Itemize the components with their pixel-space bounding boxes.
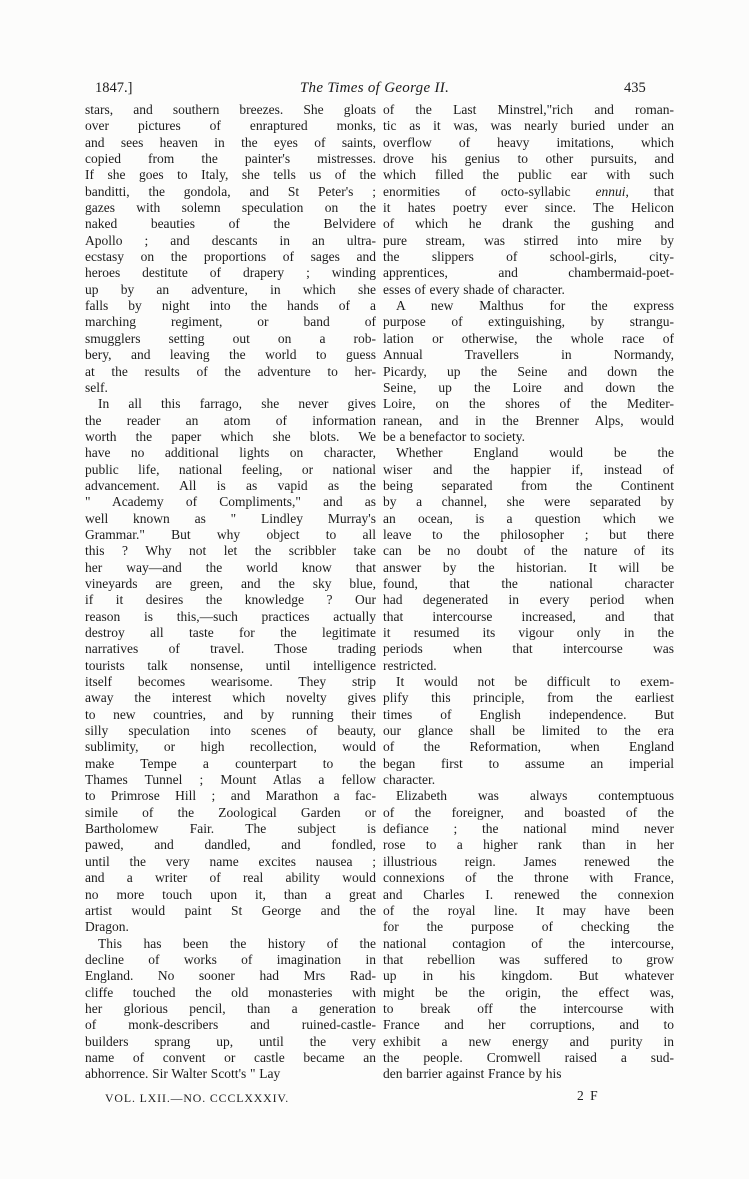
text-line: over pictures of enraptured monks,	[85, 118, 376, 134]
text-line: advancement. All is as vapid as the	[85, 477, 376, 493]
text-line: heroes destitute of drapery ; winding	[85, 265, 376, 281]
text-line: naked beauties of the Belvidere	[85, 216, 376, 232]
text-line: Bartholomew Fair. The subject is	[85, 821, 376, 837]
left-column	[85, 102, 376, 1083]
text-line: enormities of octo-syllabic ennui, that	[383, 183, 674, 199]
page-number: 435	[624, 80, 646, 96]
text-line: Apollo ; and descants in an ultra-	[85, 232, 376, 248]
text-line: up in his kingdom. But whatever	[383, 968, 674, 984]
text-line: our glance shall be limited to the era	[383, 723, 674, 739]
text-line: until the very name excites nausea ;	[85, 853, 376, 869]
text-line: began first to assume an imperial	[383, 755, 674, 771]
text-line: exhibit a new energy and purity in	[383, 1033, 674, 1049]
text-line: pure stream, was stirred into mire by	[383, 232, 674, 248]
text-line: have no additional lights on character,	[85, 445, 376, 461]
text-line: and a writer of real ability would	[85, 870, 376, 886]
text-line: away the interest which novelty gives	[85, 690, 376, 706]
text-line: the slippers of school-girls, city-	[383, 249, 674, 265]
text-line: silly speculation into scenes of beauty,	[85, 723, 376, 739]
text-line: rose to a higher rank than in her	[383, 837, 674, 853]
text-line: restricted.	[383, 657, 437, 673]
text-line: worth the paper which she blots. We	[85, 428, 376, 444]
text-line: plify this principle, from the earliest	[383, 690, 674, 706]
volume-number: VOL. LXII.—NO. CCCLXXXIV.	[105, 1091, 290, 1105]
text-line: esses of every shade of character.	[383, 281, 565, 297]
text-line: Annual Travellers in Normandy,	[383, 347, 674, 363]
text-line: Loire, on the shores of the Mediter-	[383, 396, 674, 412]
text-line: smugglers setting out on a rob-	[85, 330, 376, 346]
text-line: Elizabeth was always contemptuous	[396, 788, 674, 804]
text-line: character.	[383, 772, 436, 788]
text-line: abhorrence. Sir Walter Scott's " Lay	[85, 1066, 281, 1082]
text-line: It would not be difficult to exem-	[396, 674, 674, 690]
text-line: connexions of the throne with France,	[383, 870, 674, 886]
text-line: Picardy, up the Seine and down the	[383, 363, 674, 379]
text-line: of which he drank the gushing and	[383, 216, 674, 232]
text-line: reason is this,—such practices actually	[85, 608, 376, 624]
text-line: national contagion of the intercourse,	[383, 935, 674, 951]
text-line: and sees heaven in the eyes of saints,	[85, 134, 376, 150]
text-line: might be the origin, the effect was,	[383, 984, 674, 1000]
text-line: to new countries, and by running their	[85, 706, 376, 722]
text-line: illustrious reign. James renewed the	[383, 853, 674, 869]
text-line: name of convent or castle became an	[85, 1049, 376, 1065]
text-line: that intercourse increased, and that	[383, 608, 674, 624]
text-line: stars, and southern breezes. She gloats	[85, 102, 376, 117]
text-line: England. No sooner had Mrs Rad-	[85, 968, 376, 984]
text-line: tic as it was, was nearly buried under an	[383, 118, 674, 134]
text-line: it resumed its vigour only in the	[383, 625, 674, 640]
text-line: A new Malthus for the express	[396, 298, 674, 314]
text-line: leave to the philosopher ; but there	[383, 526, 674, 542]
text-line: In all this farrago, she never gives	[98, 396, 376, 412]
text-line: well known as " Lindley Murray's	[85, 510, 376, 526]
text-line: itself becomes wearisome. They strip	[85, 674, 376, 690]
text-line: this ? Why not let the scribbler take	[85, 543, 376, 559]
text-line: being separated from the Continent	[383, 477, 674, 493]
signature-mark: 2 F	[577, 1088, 600, 1103]
text-line: wiser and the happier if, instead of	[383, 461, 674, 477]
text-line: can be no doubt of the nature of its	[383, 543, 674, 559]
text-line: defiance ; the national mind never	[383, 821, 674, 837]
text-line: ranean, and in the Brenner Alps, would	[383, 412, 674, 428]
text-line: up by an adventure, in which she	[85, 281, 376, 297]
text-line: the reader an atom of information	[85, 412, 376, 428]
text-line: self.	[85, 379, 108, 395]
text-line: If she goes to Italy, she tells us of the	[85, 167, 376, 183]
text-line: by a channel, she were separated by	[383, 494, 674, 510]
text-line: and Charles I. renewed the connexion	[383, 886, 674, 902]
page-header	[0, 80, 749, 100]
text-line: vineyards are green, and the sky blue,	[85, 575, 376, 591]
text-line: be a benefactor to society.	[383, 428, 526, 444]
text-line: purpose of extinguishing, by strangu-	[383, 314, 674, 330]
text-line: the people. Cromwell raised a sud-	[383, 1049, 674, 1065]
text-line: at the results of the adventure to her-	[85, 363, 376, 379]
text-line: overflow of heavy imitations, which	[383, 134, 674, 150]
text-line: Whether England would be the	[396, 445, 674, 461]
text-line: lation or otherwise, the whole race of	[383, 330, 674, 346]
text-line: for the purpose of checking the	[383, 919, 674, 935]
text-line: cliffe touched the old monasteries with	[85, 984, 376, 1000]
text-line: of the Last Minstrel,"rich and roman-	[383, 102, 674, 117]
text-line: builders sprang up, until the very	[85, 1033, 376, 1049]
text-line: ecstasy on the proportions of sages and	[85, 249, 376, 265]
text-line: bery, and leaving the world to guess	[85, 347, 376, 363]
text-line: Seine, up the Loire and down the	[383, 379, 674, 395]
text-line: if it desires the knowledge ? Our	[85, 592, 376, 608]
text-line: This has been the history of the	[98, 935, 376, 951]
text-line: to Primrose Hill ; and Marathon a fac-	[85, 788, 376, 804]
text-line: France and her corruptions, and to	[383, 1017, 674, 1033]
text-line: of monk-describers and ruined-castle-	[85, 1017, 376, 1033]
text-line: copied from the painter's mistresses.	[85, 151, 376, 167]
text-line: banditti, the gondola, and St Peter's ;	[85, 183, 376, 199]
text-line: sublimity, or high recollection, would	[85, 739, 376, 755]
text-line: her glorious pencil, than a generation	[85, 1000, 376, 1016]
text-line: which filled the public ear with such	[383, 167, 674, 183]
text-line: that rebellion was suffered to grow	[383, 951, 674, 967]
text-line: falls by night into the hands of a	[85, 298, 376, 314]
text-line: narratives of travel. Those trading	[85, 641, 376, 657]
text-line: her way—and the world know that	[85, 559, 376, 575]
text-line: make Tempe a counterpart to the	[85, 755, 376, 771]
text-line: periods when that intercourse was	[383, 641, 674, 657]
text-line: answer by the historian. It will be	[383, 559, 674, 575]
text-line: pawed, and dandled, and fondled,	[85, 837, 376, 853]
text-line: Grammar." But why object to all	[85, 526, 376, 542]
text-line: times of English independence. But	[383, 706, 674, 722]
text-columns	[85, 102, 674, 1083]
text-line: gazes with solemn speculation on the	[85, 200, 376, 216]
text-line: tourists talk nonsense, until intelligence	[85, 657, 376, 673]
text-line: of the Reformation, when England	[383, 739, 674, 755]
text-line: destroy all taste for the legitimate	[85, 625, 376, 640]
text-line: den barrier against France by his	[383, 1066, 562, 1082]
text-line: decline of works of imagination in	[85, 951, 376, 967]
page-title: The Times of George II.	[299, 80, 450, 96]
text-line: apprentices, and chambermaid-poet-	[383, 265, 674, 281]
text-line: marching regiment, or band of	[85, 314, 376, 330]
text-line: of the royal line. It may have been	[383, 902, 674, 918]
text-line: had degenerated in every period when	[383, 592, 674, 608]
text-line: of the foreigner, and boasted of the	[383, 804, 674, 820]
text-line: artist would paint St George and the	[85, 902, 376, 918]
text-line: Dragon.	[85, 919, 129, 935]
text-line: to break off the intercourse with	[383, 1000, 674, 1016]
text-line: simile of the Zoological Garden or	[85, 804, 376, 820]
text-line: an ocean, is a question which we	[383, 510, 674, 526]
text-line: it hates poetry ever since. The Helicon	[383, 200, 674, 216]
right-column	[383, 102, 674, 1083]
text-line: no more touch upon it, than a great	[85, 886, 376, 902]
text-line: found, that the national character	[383, 575, 674, 591]
text-line: drove his genius to other pursuits, and	[383, 151, 674, 167]
text-line: Thames Tunnel ; Mount Atlas a fellow	[85, 772, 376, 788]
text-line: " Academy of Compliments," and as	[85, 494, 376, 510]
text-line: public life, national feeling, or national	[85, 461, 376, 477]
header-date: 1847.]	[95, 80, 133, 96]
